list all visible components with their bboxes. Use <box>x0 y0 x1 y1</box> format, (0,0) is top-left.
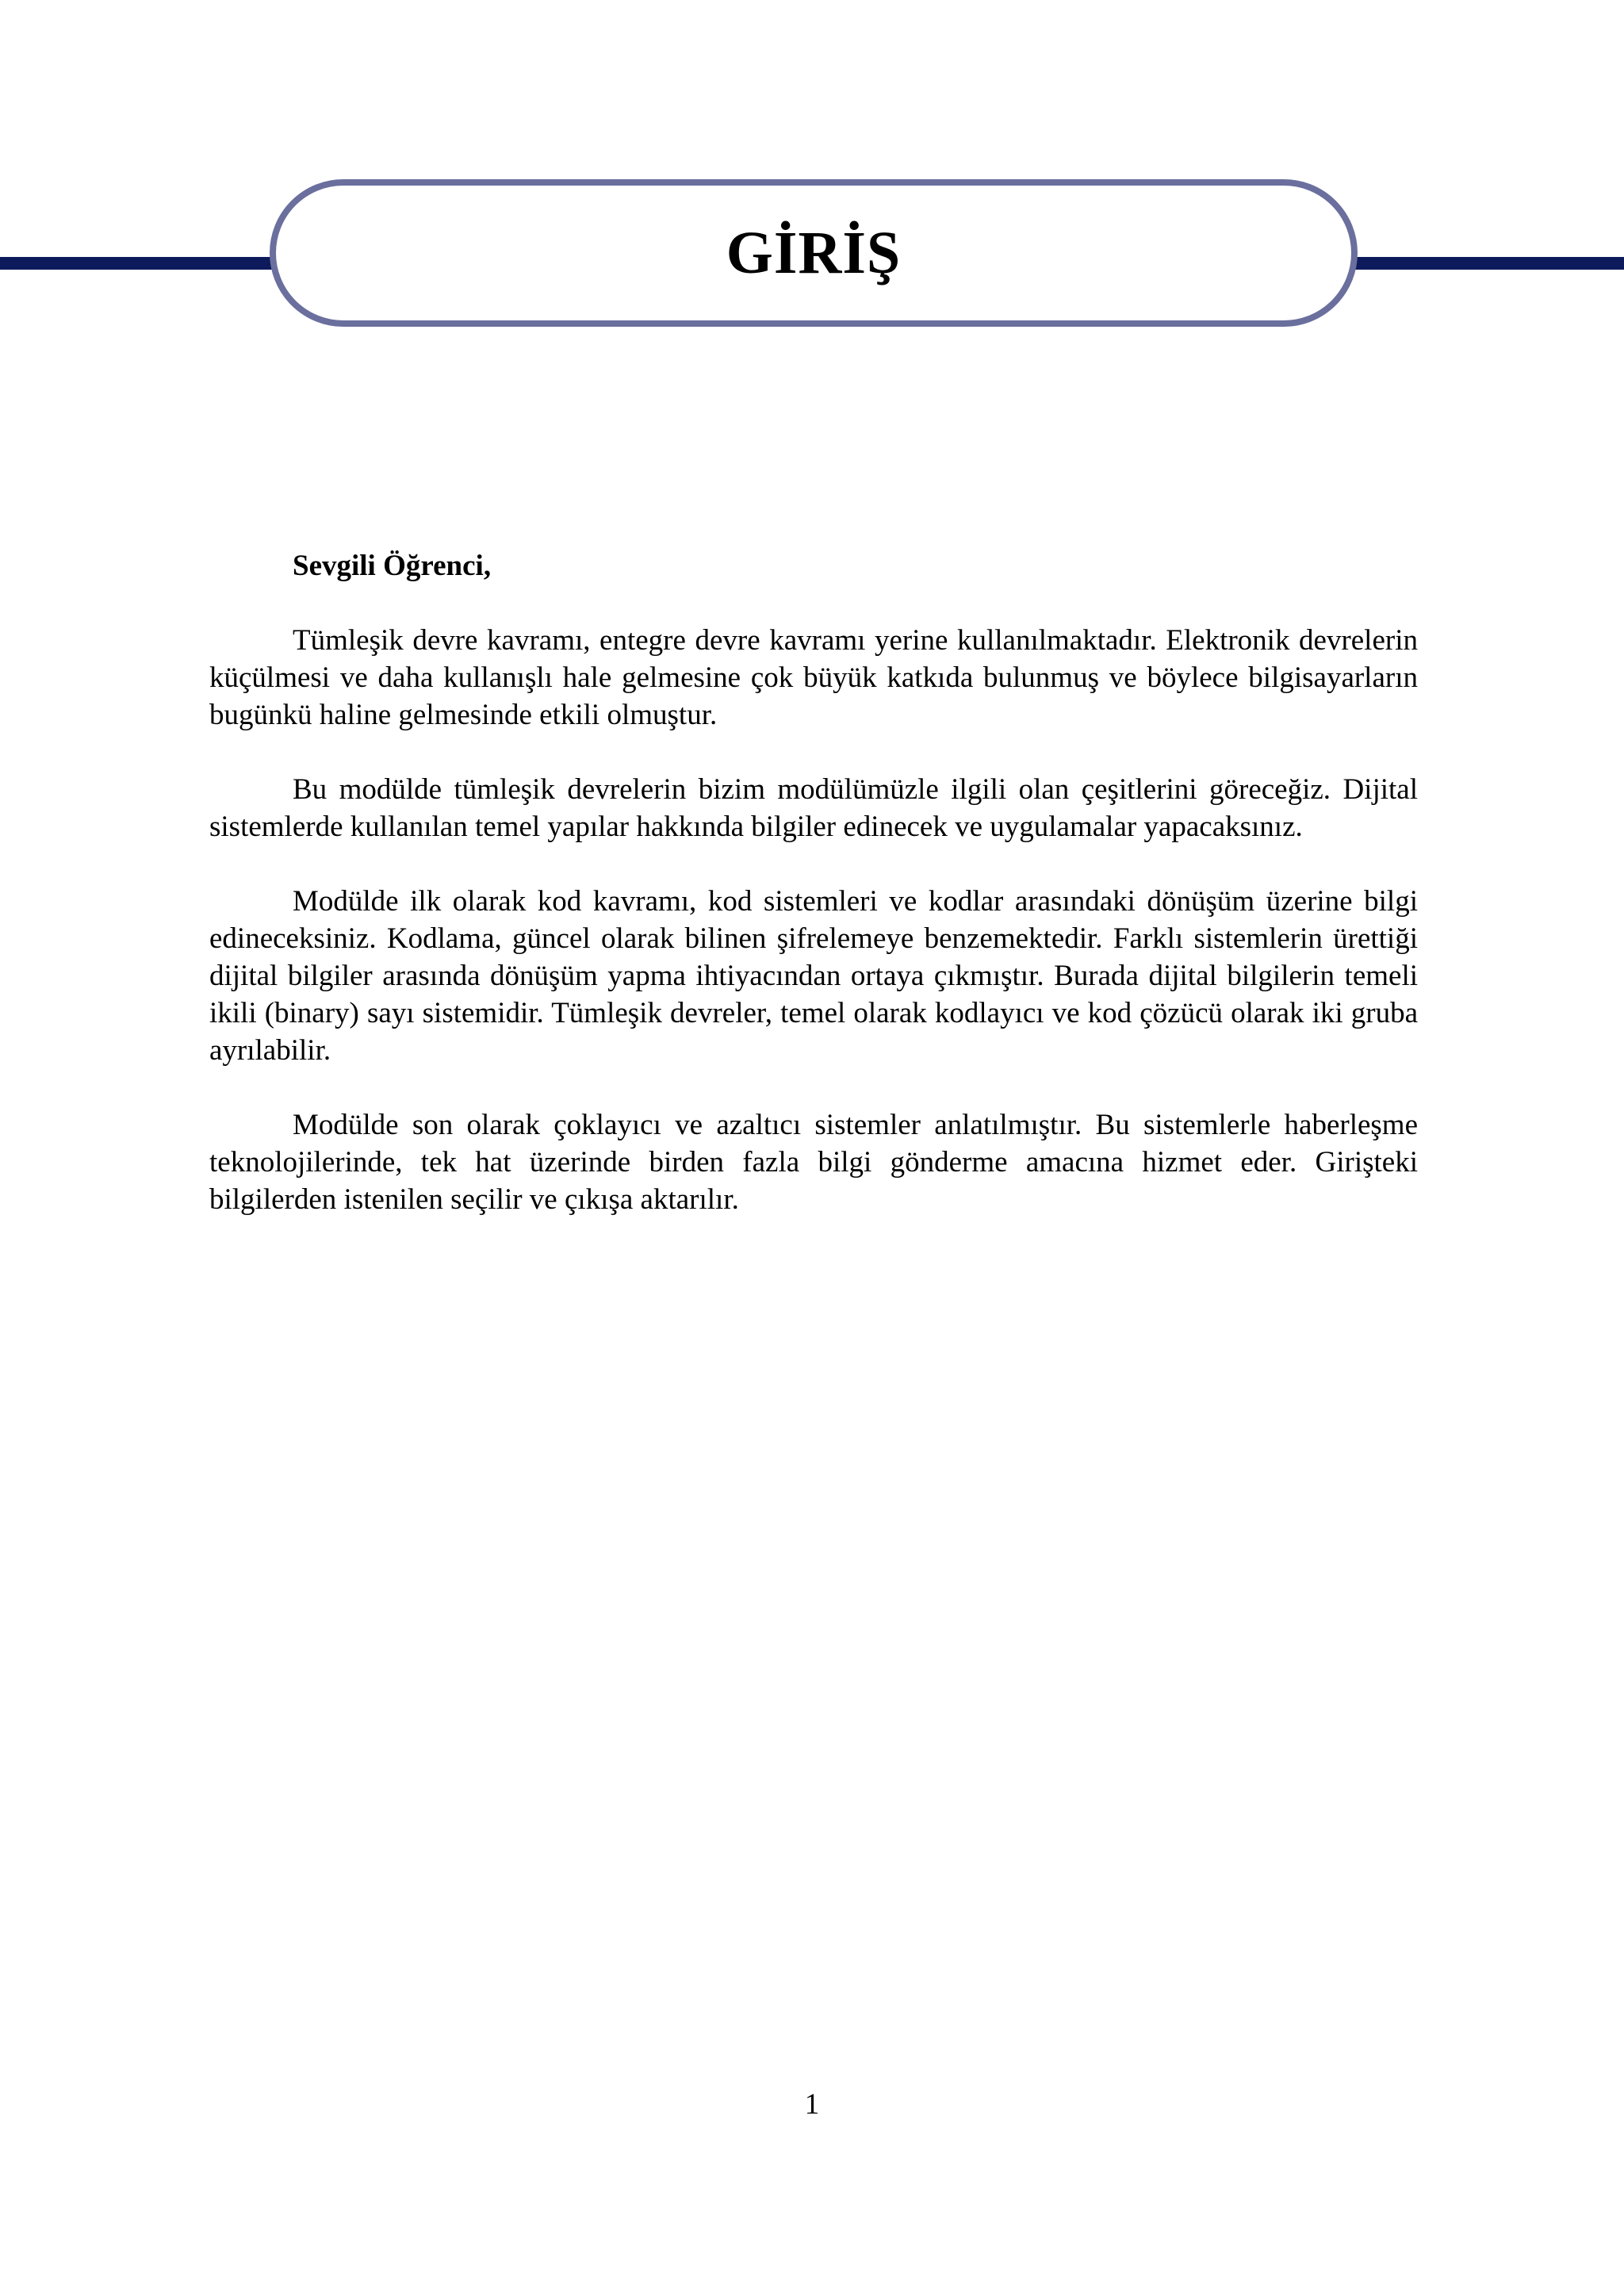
title-frame <box>270 179 1358 327</box>
greeting: Sevgili Öğrenci, <box>293 550 492 582</box>
paragraph-2: Bu modülde tümleşik devrelerin bizim modülümüzle ilgili olan çeşitlerini göreceğiz. Dijital sistemlerde kullanılan temel yapılar hakkında bilgiler edinecek ve uygulamalar yapacaksınız. <box>209 773 1418 843</box>
page-title: GİRİŞ <box>726 219 902 286</box>
paragraph-1: Tümleşik devre kavramı, entegre devre kavramı yerine kullanılmaktadır. Elektronik devrelerin küçülmesi ve daha kullanışlı hale gelmesine çok büyük katkıda bulunmuş ve böylece bilgisayarların bugünkü haline gelmesinde etkili olmuştur. <box>209 624 1418 731</box>
body-text <box>209 547 1418 1255</box>
paragraph-4: Modülde son olarak çoklayıcı ve azaltıcı sistemler anlatılmıştır. Bu sistemlerle haberleşme teknolojilerinde, tek hat üzerinde birden fazla bilgi gönderme amacına hizmet eder. Girişteki bilgilerden istenilen seçilir ve çıkışa aktarılır. <box>209 1109 1418 1216</box>
page-number: 1 <box>804 2088 820 2121</box>
paragraph-3: Modülde ilk olarak kod kavramı, kod sistemleri ve kodlar arasındaki dönüşüm üzerine bilgi edineceksiniz. Kodlama, güncel olarak bilinen şifrelemeye benzemektedir. Farklı sistemlerin ürettiği dijital bilgiler arasında dönüşüm yapma ihtiyacından ortaya çıkmıştır. Burada dijital bilgilerin temeli ikili (binary) sayı sistemidir. Tümleşik devreler, temel olarak kodlayıcı ve kod çözücü olarak iki gruba ayrılabilir. <box>209 885 1418 1067</box>
